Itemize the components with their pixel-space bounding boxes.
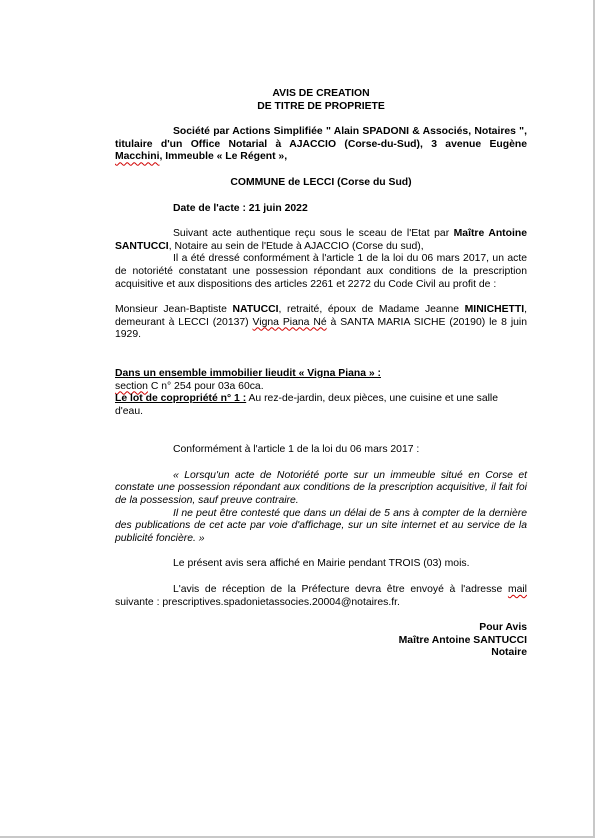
section-line: [115, 381, 527, 394]
document-body: [115, 88, 527, 660]
intro-paragraph: [115, 126, 527, 164]
benef-epouse: MINICHETTI: [464, 304, 525, 316]
reception-b: suivante : prescriptives.spadonietassocies.20004@notaires.fr.: [115, 596, 400, 608]
signature-line3: Notaire: [491, 647, 527, 659]
ensemble-heading: Dans un ensemble immobilier lieudit « Vigna Piana » :: [115, 367, 381, 379]
signature-line1: Pour Avis: [479, 622, 527, 634]
benef-g: à SANTA MARIA SICHE (20190) le 8 juin 1929.: [115, 316, 527, 341]
reception-paragraph: [115, 584, 527, 609]
intro-text-1: Société par Actions Simplifiée " Alain SPADONI & Associés, Notaires ", titulaire d'un Office Notarial à AJACCIO (Corse-du-Sud), 3 avenue Eugène: [115, 126, 527, 150]
intro-macchini: Macchini: [115, 151, 160, 163]
benef-e: , demeurant à LECCI (20137): [115, 304, 527, 328]
acte-paragraph-2: Il a été dressé conformément à l'article 1 de la loi du 06 mars 2017, un acte de notoriété constatant une possession répondant aux conditions de la prescription acquisitive et aux dispositions des articles 2261 et 2272 du Code Civil au profit de :: [115, 253, 527, 290]
acte-paragraph-1: [115, 228, 527, 253]
reception-mail-word: mail: [507, 584, 527, 596]
acte-p1-a: Suivant acte authentique reçu sous le sceau de l'Etat par: [173, 228, 454, 240]
doc-title-line2: DE TITRE DE PROPRIETE: [257, 100, 385, 112]
acte-p1-c: , Notaire au sein de l'Etude à AJACCIO (Corse du sud),: [168, 240, 424, 252]
benef-lieu: Vigna Piana Né: [252, 316, 327, 328]
affichage-line: Le présent avis sera affiché en Mairie pendant TROIS (03) mois.: [173, 558, 470, 570]
benef-nom: NATUCCI: [232, 304, 279, 316]
reception-a: L'avis de réception de la Préfecture devra être envoyé à l'adresse: [173, 584, 508, 596]
benef-c: , retraité, époux de Madame Jeanne: [278, 304, 465, 316]
conforme-line: Conformément à l'article 1 de la loi du 06 mars 2017 :: [173, 444, 420, 456]
section-word: section: [115, 380, 148, 392]
citation-paragraph-1: « Lorsqu'un acte de Notoriété porte sur un immeuble situé en Corse et constate une possession répondant aux conditions de la prescription acquisitive, il fait foi de la possession, sauf preuve contraire.: [115, 469, 527, 507]
beneficiaire-paragraph: [115, 304, 527, 342]
lot-label: Le lot de copropriété n° 1 :: [115, 393, 247, 405]
citation-paragraph-2: Il ne peut être contesté que dans un délai de 5 ans à compter de la dernière des publications de cet acte par voie d'affichage, sur un site internet et au service de la publicité foncière. »: [115, 507, 527, 544]
section-rest: C n° 254 pour 03a 60ca.: [147, 380, 264, 392]
signature-line2: Maître Antoine SANTUCCI: [398, 634, 527, 646]
lot-text: Au rez-de-jardin, deux pièces, une cuisine et une salle d'eau.: [115, 393, 499, 417]
doc-title-line1: AVIS DE CREATION: [272, 88, 370, 99]
intro-text-2: , Immeuble « Le Régent »,: [159, 151, 288, 163]
benef-a: Monsieur Jean-Baptiste: [115, 304, 233, 316]
date-acte: Date de l'acte : 21 juin 2022: [173, 202, 308, 214]
lot-line: [115, 393, 527, 418]
acte-notaire: Maître Antoine SANTUCCI: [115, 228, 527, 252]
commune: COMMUNE de LECCI (Corse du Sud): [230, 176, 412, 188]
